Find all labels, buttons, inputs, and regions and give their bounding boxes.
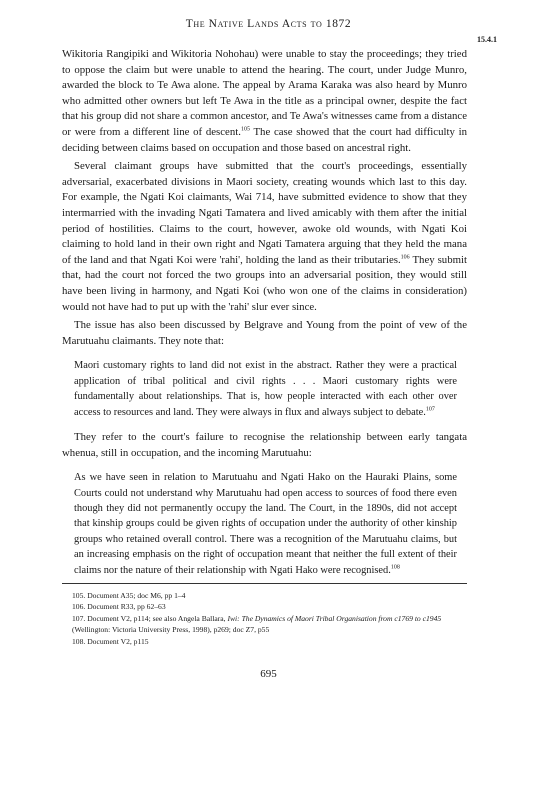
paragraph-1 [62,47,467,156]
page-number: 695 [260,668,277,680]
body-text [62,47,467,588]
footnote-ref-106[interactable]: 106 [400,254,410,261]
footnote-107 [72,613,467,636]
footnote-divider [62,583,467,584]
footnote-107-book-title: Iwi: The Dynamics of Maori Tribal Organisation from c1769 to c1945 [227,613,442,623]
footnotes [72,590,467,647]
footnote-107-text: 107. Document V2, p114; see also Angela Ballara, [72,613,228,623]
quote-2-paragraph [74,470,457,578]
quote-2-text: As we have seen in relation to Marutuahu and Ngati Hako on the Hauraki Plains, some Courts could not understand why Marutuahu had open access to sources of food there even though they did not permanently occupy the land. The Court, in the 1890s, did not accept that kinship groups could be given rights of occupation under the authority of other kinship groups who retained overall control. There was a recognition of the Marutuahu claims, but an increasing emphasis on the right of occupation meant that neither the full extent of their claims nor the nature of their relationship with Ngati Hako were recognised. [74,472,457,576]
quote-1-text: Maori customary rights to land did not exist in the abstract. Rather they were a practical application of tribal political and civil rights . . . Maori customary rights were fundamentally about relationships. That is, how people interacted with each other over access to resources and land. They were always in flux and always subject to debate. [74,360,457,418]
footnote-ref-105[interactable]: 105 [240,126,250,133]
paragraph-1-tail: The case showed that the court had difficulty in deciding between claims based on occupation and those based on ancestral right. [62,125,467,154]
footnote-ref-107[interactable]: 107 [425,406,435,413]
running-head: The Native Lands Acts to 1872 [185,18,352,30]
paragraph-2 [62,159,467,315]
section-number: 15.4.1 [477,35,497,44]
block-quote-2 [74,470,457,578]
paragraph-2-text: Several claimant groups have submitted that the court's proceedings, essentially adversarial, exacerbated divisions in Maori society, creating wounds which last to this day. For example, the Ngati Koi claimants, Wai 714, have submitted evidence to show that they intermarried with the invading Ngati Tamatera and lived amicably with them after the initial period of hostilities. Claims to the court, however, awoke old wounds, with Ngati Koi claiming to hold land in their own right and Ngati Tamatera arguing that they held the mana of the land and that Ngati Koi were 'rahi', holding the land as their tributaries. [62,160,467,266]
footnote-106: 106. Document R33, pp 62–63 [72,602,166,612]
footnote-107-tail: (Wellington: Victoria University Press, 1998), p269; doc Z7, p55 [72,625,270,635]
paragraph-1-text: Wikitoria Rangipiki and Wikitoria Nohohau) were unable to stay the proceedings; they tried to oppose the claim but were unable to attend the hearing. The court, under Judge Munro, awarded the block to Te Awa alone. The appeal by Arama Karaka was also heard by Munro who admitted other owners but left Te Awa in the title as a principal owner, despite the fact that his group did not share a common ancestor, and Te Awa's witnesses came from a distance or were from a different line of descent. [62,48,467,138]
paragraph-4: They refer to the court's failure to recognise the relationship between early tangata whenua, still in occupation, and the incoming Marutuahu: [62,430,467,459]
footnote-105: 105. Document A35; doc M6, pp 1–4 [72,591,186,600]
paragraph-2-tail: They submit that, had the court not forced the two groups into an adversarial position, they would still have been living in harmony, and Ngati Koi (who won one of the claims in consideration) would not have had to put up with the 'rahi' slur ever since. [62,253,467,313]
quote-1-paragraph [74,358,457,420]
footnote-ref-108[interactable]: 108 [390,564,400,571]
block-quote-1 [74,358,457,420]
paragraph-3: The issue has also been discussed by Belgrave and Young from the point of vew of the Marutuahu claimants. They note that: [62,319,467,347]
footnote-108: 108. Document V2, p115 [72,636,149,646]
